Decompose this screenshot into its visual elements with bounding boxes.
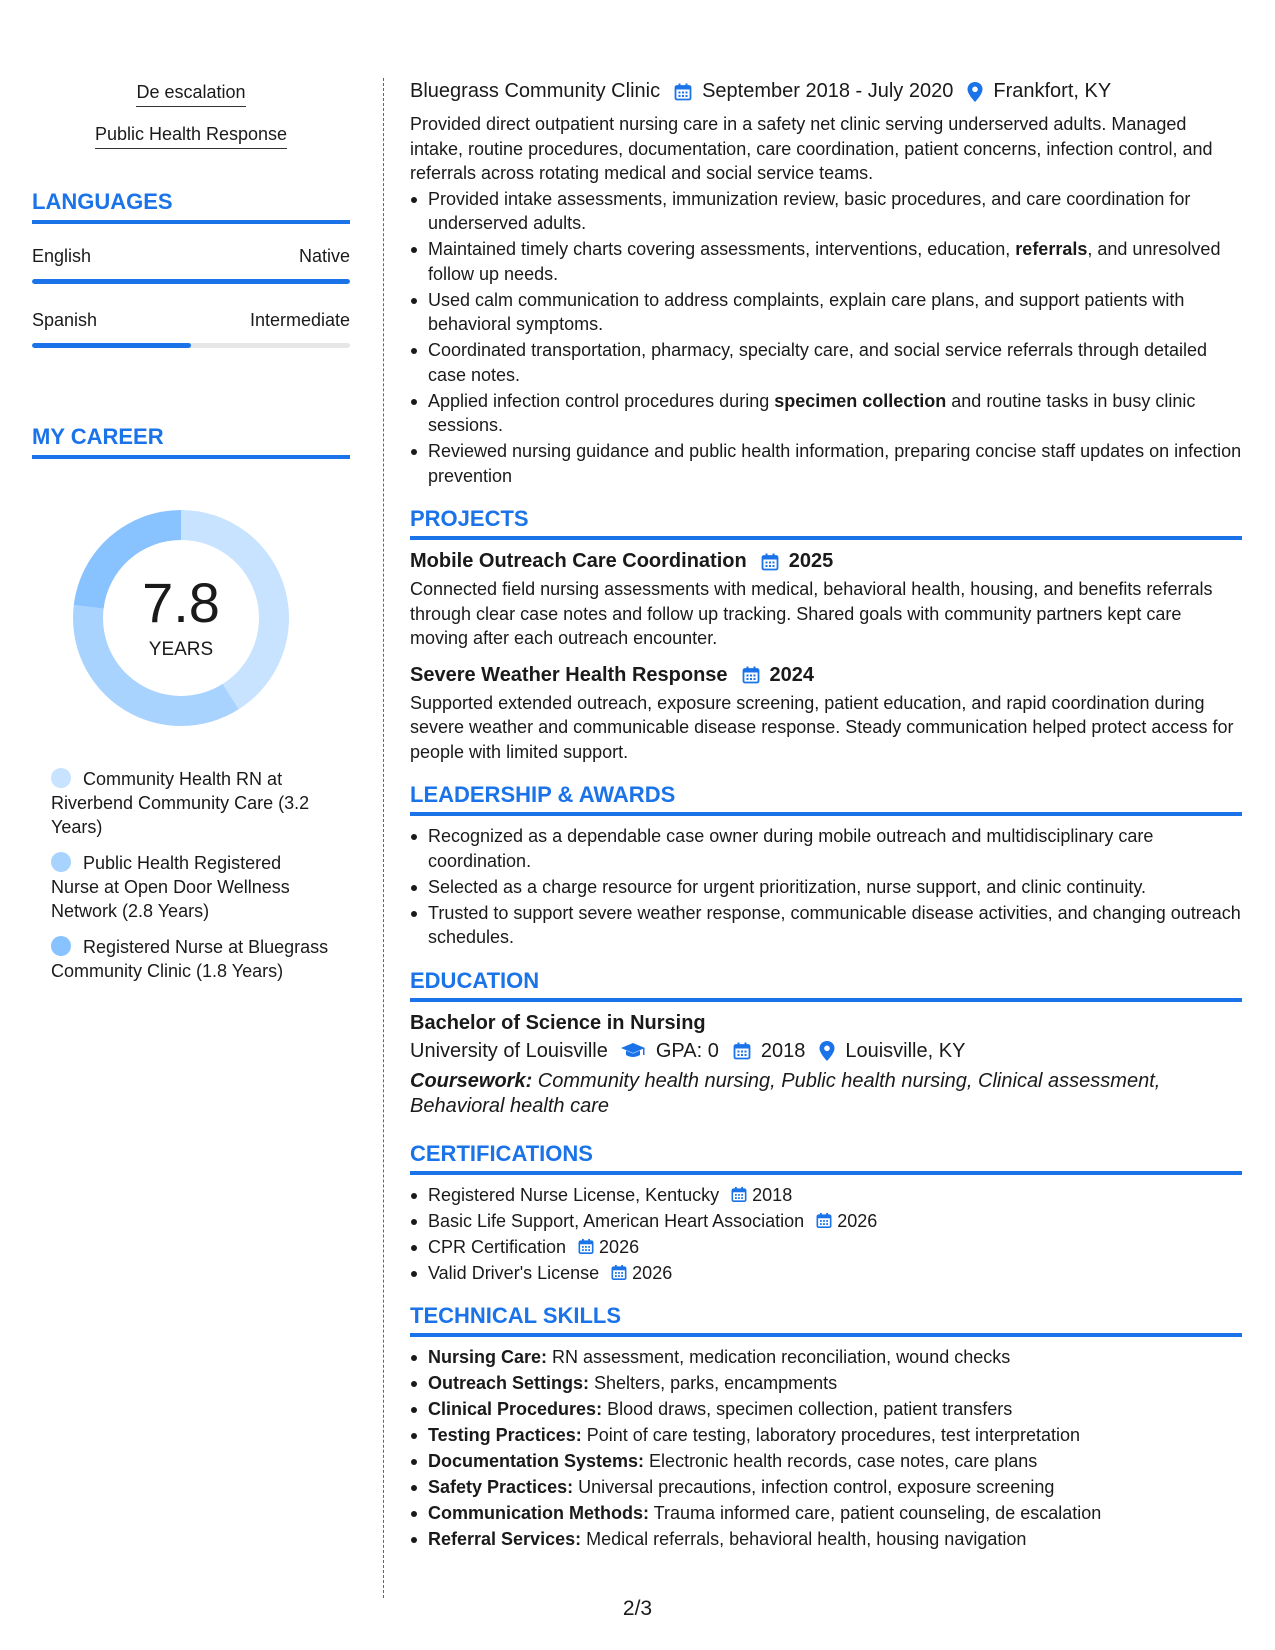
legend-dot: [51, 768, 71, 788]
language-proficiency-bar: [32, 343, 350, 348]
certification-item: CPR Certification 2026: [410, 1235, 1242, 1260]
job-bullet: Coordinated transportation, pharmacy, specialty care, and social service referrals through detailed case notes.: [410, 338, 1242, 387]
legend-dot: [51, 936, 71, 956]
technical-skill-item: Nursing Care: RN assessment, medication reconciliation, wound checks: [410, 1345, 1242, 1370]
certification-item: Basic Life Support, American Heart Association 2026: [410, 1209, 1242, 1234]
calendar-icon: [742, 666, 760, 684]
education-gpa: GPA: 0: [655, 1039, 719, 1062]
projects-heading: PROJECTS: [410, 506, 1242, 540]
language-row: [32, 246, 350, 284]
technical-skill-item: Outreach Settings: Shelters, parks, encampments: [410, 1371, 1242, 1396]
calendar-icon: [761, 553, 779, 571]
certifications-list: [410, 1183, 1242, 1286]
calendar-icon: [674, 83, 692, 101]
leadership-item: Recognized as a dependable case owner during mobile outreach and multidisciplinary care coordination.: [410, 824, 1242, 873]
career-legend-item: Community Health RN at Riverbend Community Care (3.2 Years): [51, 769, 310, 837]
job-summary: Provided direct outpatient nursing care in a safety net clinic serving underserved adults. Managed intake, routine procedures, documentation, care coordination, patient concerns, infection control, and referrals across rotating medical and social service teams.: [410, 114, 1213, 183]
leadership-heading: LEADERSHIP & AWARDS: [410, 782, 1242, 816]
language-name: Spanish: [32, 310, 98, 330]
main-content: [410, 80, 1242, 1553]
career-donut-chart: [66, 503, 296, 733]
project-description: Connected field nursing assessments with medical, behavioral health, housing, and benefits referrals through clear case notes and follow up tracking. Shared goals with community partners kept care moving after each outreach encounter.: [410, 579, 1213, 648]
calendar-icon: [578, 1238, 594, 1255]
language-proficiency-fill: [32, 279, 350, 284]
education-location: Louisville, KY: [845, 1039, 966, 1062]
language-name: English: [32, 246, 92, 266]
language-proficiency-bar: [32, 279, 350, 284]
education-heading: EDUCATION: [410, 968, 1242, 1002]
education-school: University of Louisville: [410, 1039, 608, 1062]
job-bullet: Reviewed nursing guidance and public health information, preparing concise staff updates on infection prevention: [410, 439, 1242, 488]
languages-heading: LANGUAGES: [32, 189, 350, 224]
calendar-icon: [611, 1264, 627, 1281]
project-year: 2024: [769, 663, 815, 686]
career-total: 7.8: [142, 571, 220, 634]
technical-skills-heading: TECHNICAL SKILLS: [410, 1303, 1242, 1337]
technical-skill-item: Referral Services: Medical referrals, behavioral health, housing navigation: [410, 1527, 1242, 1552]
leadership-item: Trusted to support severe weather response, communicable disease activities, and changing outreach schedules.: [410, 901, 1242, 950]
job-location: Frankfort, KY: [993, 80, 1112, 102]
certifications-heading: CERTIFICATIONS: [410, 1141, 1242, 1175]
education-degree: Bachelor of Science in Nursing: [410, 1011, 706, 1034]
career-legend: [32, 767, 350, 983]
career-heading: MY CAREER: [32, 424, 350, 459]
education-details: [410, 1040, 1242, 1063]
career-legend-item: Public Health Registered Nurse at Open Door Wellness Network (2.8 Years): [51, 853, 290, 921]
language-level: Intermediate: [249, 310, 350, 330]
certification-item: Valid Driver's License 2026: [410, 1261, 1242, 1286]
job-bullet: Applied infection control procedures during specimen collection and routine tasks in busy clinic sessions.: [410, 389, 1242, 438]
job-header: [410, 80, 1242, 103]
technical-skill-item: Safety Practices: Universal precautions, infection control, exposure screening: [410, 1475, 1242, 1500]
job-bullet: Provided intake assessments, immunization review, basic procedures, and care coordination for underserved adults.: [410, 187, 1242, 236]
location-pin-icon: [967, 82, 983, 102]
education-coursework: Coursework: Community health nursing, Public health nursing, Clinical assessment, Behavioral health care: [410, 1069, 1161, 1117]
sidebar: [32, 82, 350, 995]
skill-tag: Public Health Response: [32, 124, 350, 149]
location-pin-icon: [819, 1041, 835, 1061]
technical-skill-item: Communication Methods: Trauma informed care, patient counseling, de escalation: [410, 1501, 1242, 1526]
calendar-icon: [731, 1186, 747, 1203]
project-year: 2025: [788, 550, 834, 572]
project-title: Severe Weather Health Response: [410, 663, 728, 686]
leadership-list: [410, 824, 1242, 950]
career-legend-item: Registered Nurse at Bluegrass Community Clinic (1.8 Years): [51, 937, 329, 981]
technical-skill-item: Documentation Systems: Electronic health records, case notes, care plans: [410, 1449, 1242, 1474]
language-row: [32, 310, 350, 348]
page-number: 2/3: [622, 1597, 653, 1620]
job-employer: Bluegrass Community Clinic: [410, 80, 661, 102]
job-dates: September 2018 - July 2020: [702, 80, 954, 102]
project-description: Supported extended outreach, exposure screening, patient education, and rapid coordination during severe weather and communicable disease response. Steady communication helped protect access for people with limited support.: [410, 692, 1234, 762]
language-level: Native: [298, 246, 350, 266]
graduation-cap-icon: [620, 1042, 646, 1060]
certification-item: Registered Nurse License, Kentucky 2018: [410, 1183, 1242, 1208]
column-divider: [383, 78, 384, 1598]
job-bullet: Maintained timely charts covering assessments, interventions, education, referrals, and unresolved follow up needs.: [410, 237, 1242, 286]
project-title-row: [410, 664, 1242, 687]
leadership-item: Selected as a charge resource for urgent prioritization, nurse support, and clinic continuity.: [410, 875, 1242, 900]
technical-skill-item: Clinical Procedures: Blood draws, specimen collection, patient transfers: [410, 1397, 1242, 1422]
job-bullets: [410, 187, 1242, 489]
language-proficiency-fill: [32, 343, 191, 348]
skill-tag: De escalation: [32, 82, 350, 107]
legend-dot: [51, 852, 71, 872]
project-title-row: [410, 550, 1242, 573]
calendar-icon: [733, 1042, 751, 1060]
job-bullet: Used calm communication to address complaints, explain care plans, and support patients with behavioral symptoms.: [410, 288, 1242, 337]
education-year: 2018: [760, 1039, 806, 1062]
career-unit: YEARS: [148, 639, 214, 660]
technical-skills-list: [410, 1345, 1242, 1552]
technical-skill-item: Testing Practices: Point of care testing, laboratory procedures, test interpretation: [410, 1423, 1242, 1448]
project-title: Mobile Outreach Care Coordination: [410, 550, 747, 572]
calendar-icon: [816, 1212, 832, 1229]
